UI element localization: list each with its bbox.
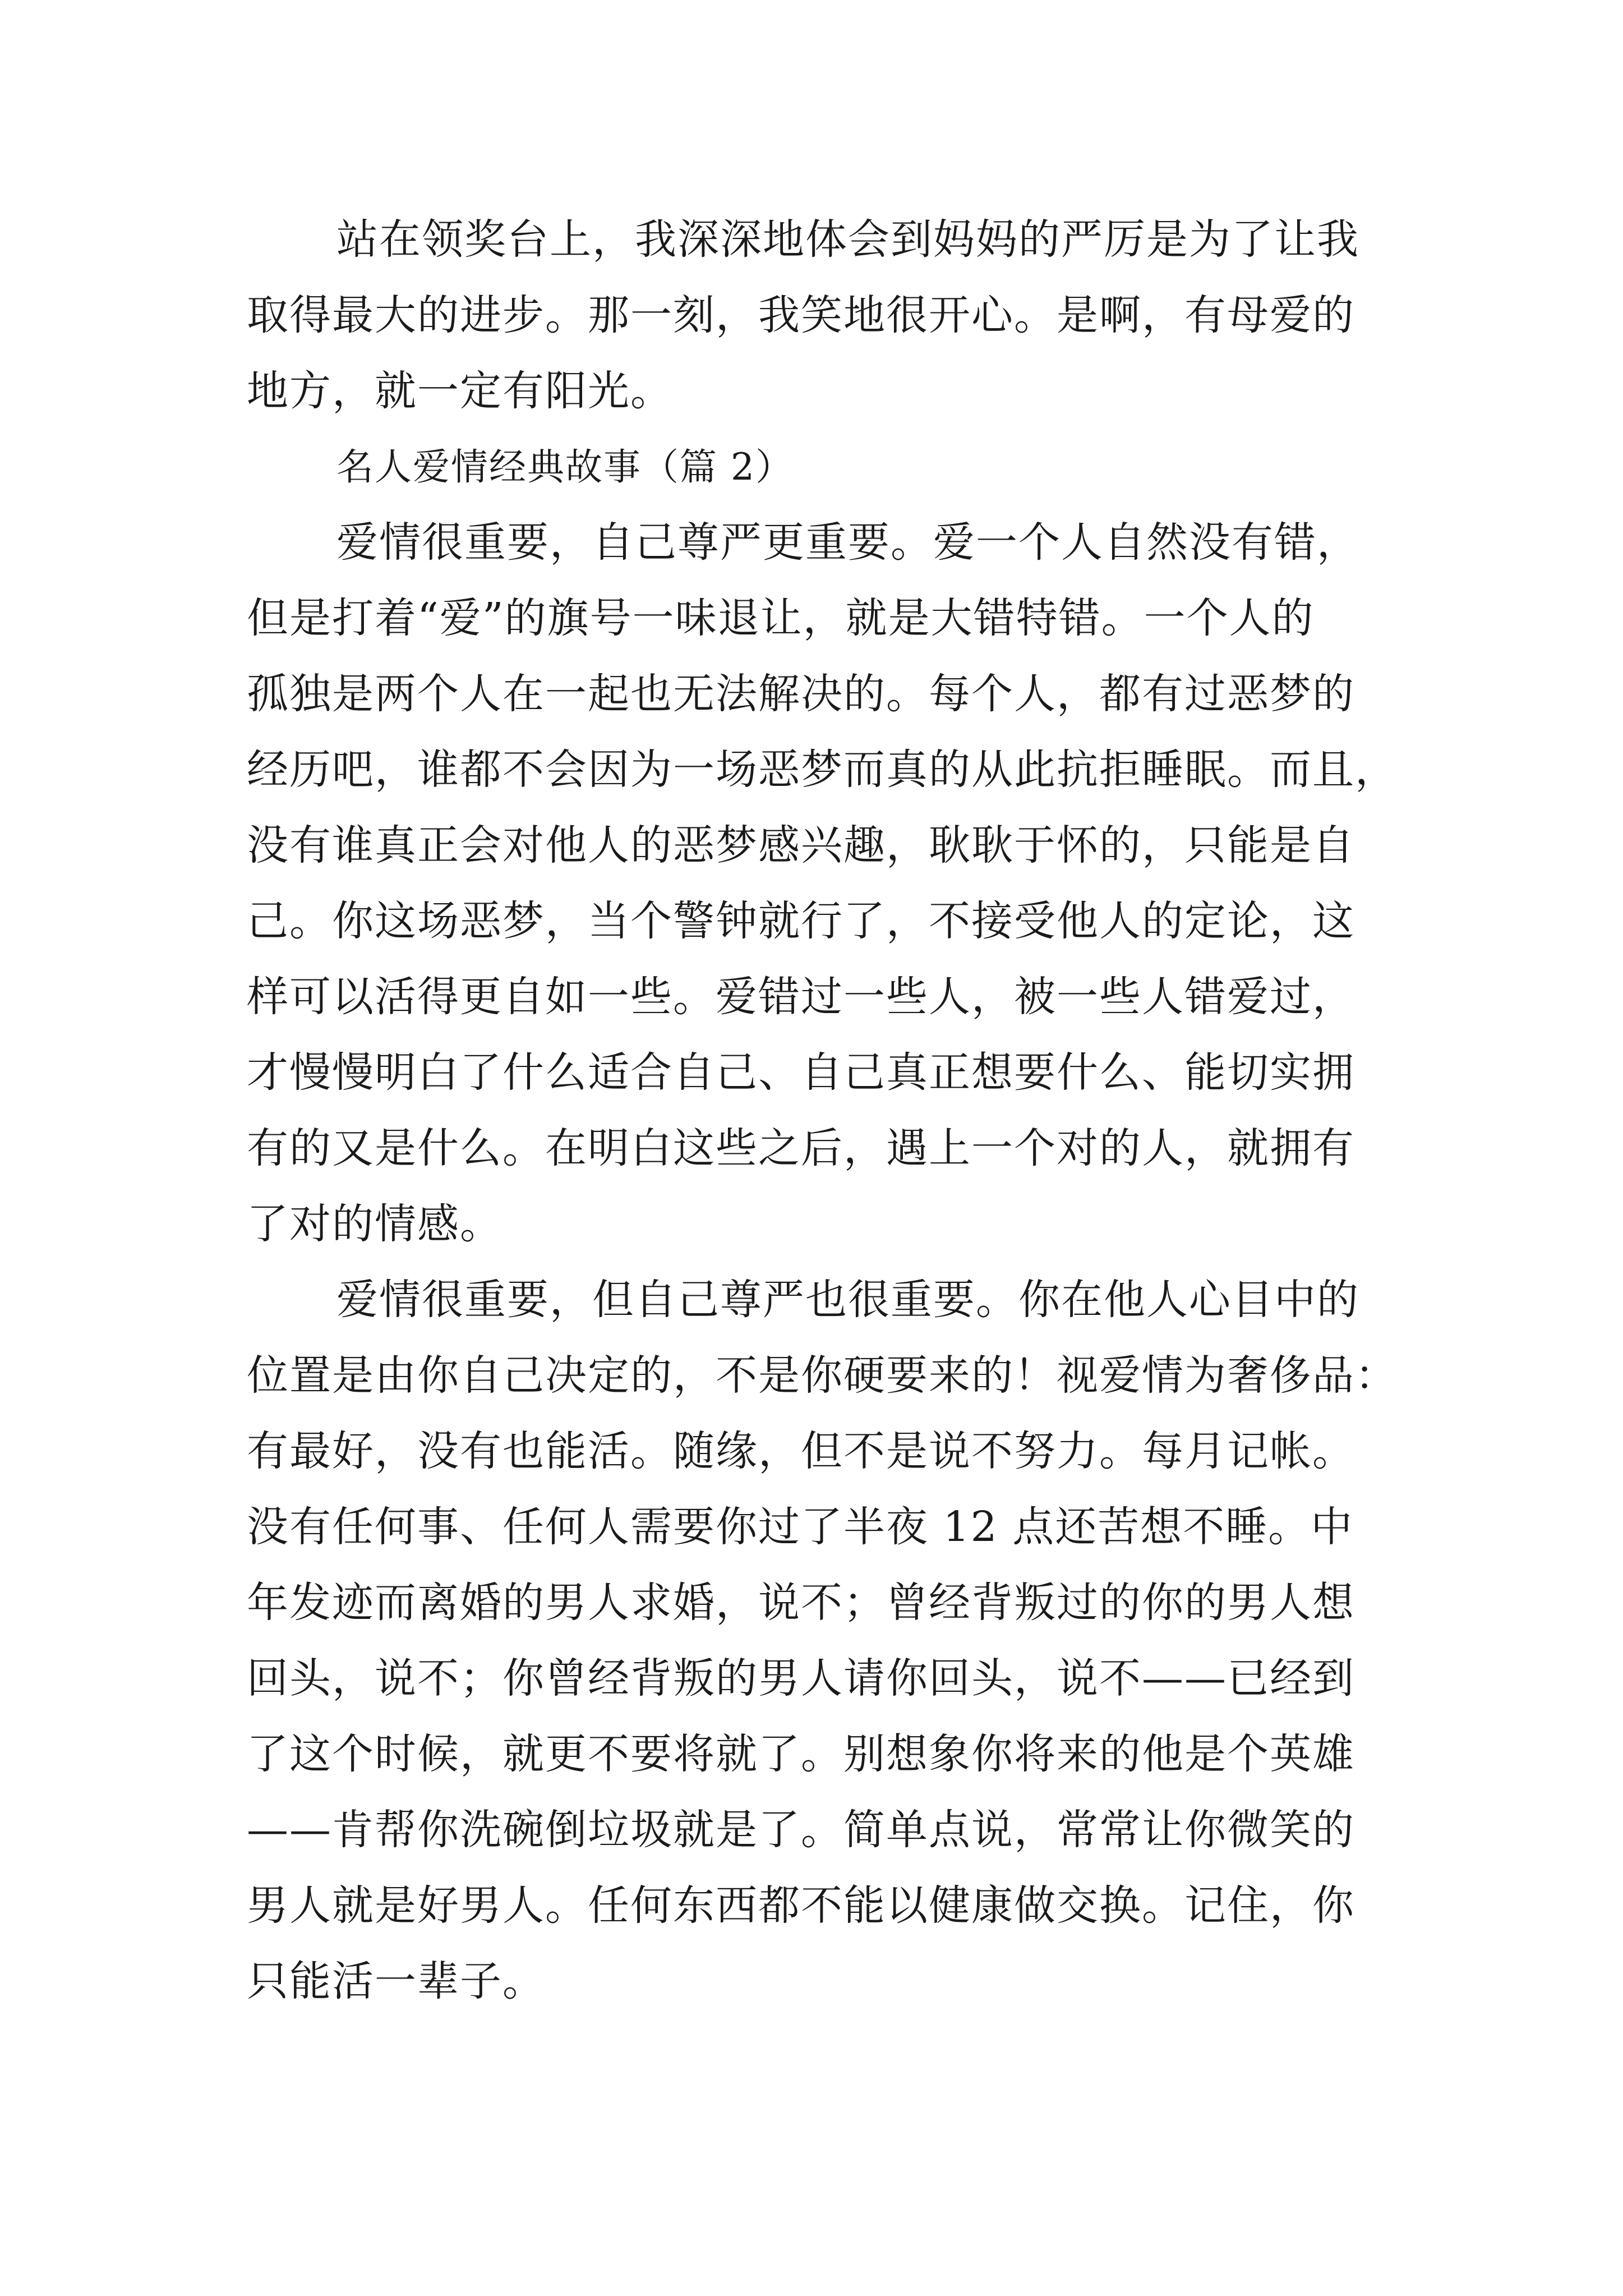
paragraph-3 [247,1262,1398,2019]
text-line: 但是打着“爱”的旗号一味退让，就是大错特错。一个人的 [247,594,1315,642]
paragraph-2 [247,505,1398,1262]
text-line: 爱情很重要，自己尊严更重要。爱一个人自然没有错， [336,518,1359,567]
text-line: 地方，就一定有阳光。 [247,367,673,415]
document-page [247,202,1398,2019]
text-line: ——肯帮你洗碗倒垃圾就是了。简单点说，常常让你微笑的 [247,1806,1355,1854]
text-line: 位置是由你自己决定的，不是你硬要来的！视爱情为奢侈品： [247,1351,1398,1400]
text-line: 了这个时候，就更不要将就了。别想象你将来的他是个英雄 [247,1730,1355,1778]
text-line: 回头，说不；你曾经背叛的男人请你回头，说不——已经到 [247,1654,1355,1703]
section-heading: 名人爱情经典故事（篇 2） [336,445,794,489]
text-line: 男人就是好男人。任何东西都不能以健康做交换。记住，你 [247,1881,1355,1930]
text-line: 没有谁真正会对他人的恶梦感兴趣，耿耿于怀的，只能是自 [247,821,1355,869]
text-line: 经历吧，谁都不会因为一场恶梦而真的从此抗拒睡眠。而且， [247,746,1398,794]
text-line: 孤独是两个人在一起也无法解决的。每个人，都有过恶梦的 [247,670,1355,718]
text-line: 年发迹而离婚的男人求婚，说不；曾经背叛过的你的男人想 [247,1579,1355,1627]
text-line: 只能活一辈子。 [247,1957,545,2005]
text-line: 才慢慢明白了什么适合自己、自己真正想要什么、能切实拥 [247,1048,1355,1097]
text-line: 有的又是什么。在明白这些之后，遇上一个对的人，就拥有 [247,1124,1355,1172]
text-line: 有最好，没有也能活。随缘，但不是说不努力。每月记帐。 [247,1427,1355,1475]
text-line: 爱情很重要，但自己尊严也很重要。你在他人心目中的 [336,1276,1359,1324]
text-line: 样可以活得更自如一些。爱错过一些人，被一些人错爱过， [247,973,1355,1021]
text-line: 站在领奖台上，我深深地体会到妈妈的严厉是为了让我 [336,215,1359,264]
text-line: 了对的情感。 [247,1200,502,1248]
text-line: 没有任何事、任何人需要你过了半夜 12 点还苦想不睡。中 [247,1503,1354,1551]
text-line: 己。你这场恶梦，当个警钟就行了，不接受他人的定论，这 [247,897,1355,945]
paragraph-1 [247,202,1385,429]
text-line: 取得最大的进步。那一刻，我笑地很开心。是啊，有母爱的 [247,291,1355,339]
